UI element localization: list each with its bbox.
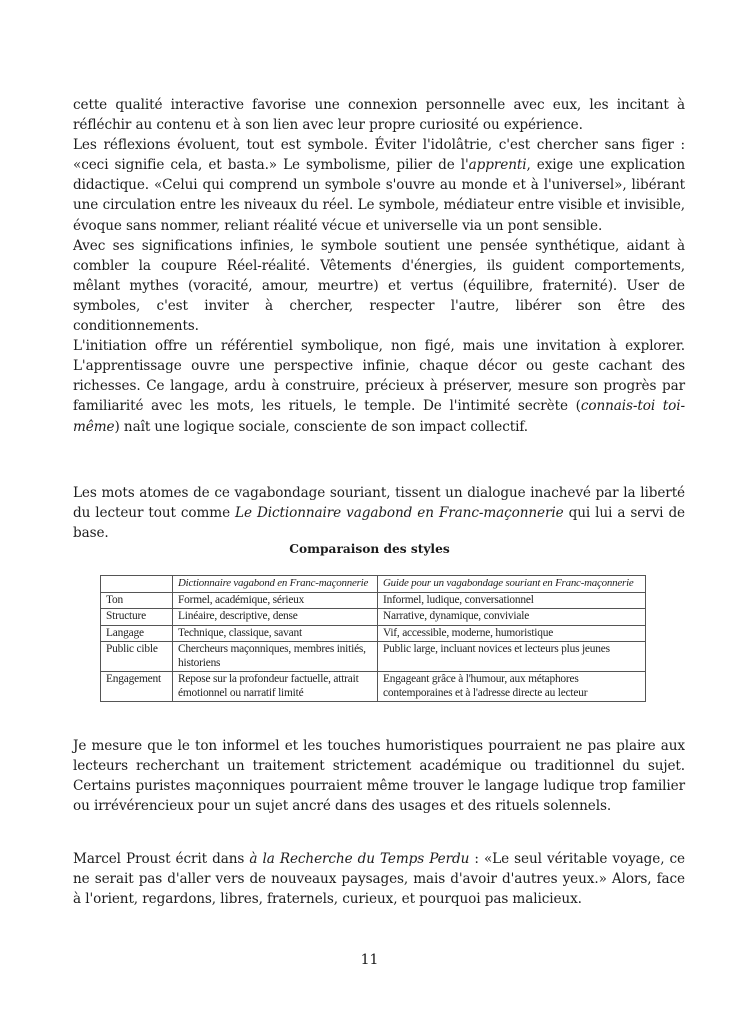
table-cell: Public cible [101,642,173,672]
table-cell: Formel, académique, sérieux [173,592,378,609]
paragraph-mots-start: Les mots atomes de ce vagabondage souriant, tissent un dialogue inachevé par la liberté du lecteur tout comme [73,485,685,522]
paragraph-2-end: , exige une explication didactique. «Celui qui comprend un symbole s'ouvre au monde et à l'universel», libérant une circulation entre les niveaux du réel. Le symbole, médiateur entre visible et invisible, évoque sans nommer, reliant réalité vécue et universelle via un pont sensible. [73,157,685,234]
paragraph-4 [73,336,685,436]
paragraph-proust-end: : «Le seul véritable voyage, ce ne serait pas d'aller vers de nouveaux paysages, mais d'avoir d'autres yeux.» Alors, face à l'orient, regardons, libres, fraternels, curieux, et pourquoi pas malicieux. [73,851,685,908]
table-cell: Narrative, dynamique, conviviale [378,609,646,626]
table-header-cell: Dictionnaire vagabond en Franc-maçonnerie [173,576,378,593]
page-number: 11 [360,952,379,968]
paragraph-4-start: L'initiation offre un référentiel symbolique, non figé, mais une invitation à explorer. L'apprentissage ouvre une perspective infinie, chaque décor ou geste cachant des richesses. Ce langage, ardu à construire, précieux à préserver, mesure son progrès par familiarité avec les mots, les rituels, le temple. De l'intimité secrète ( [73,338,685,415]
table-cell: Public large, incluant novices et lecteurs plus jeunes [378,642,646,672]
table-cell: Langage [101,625,173,642]
table-header-row [101,576,646,593]
table-cell: Ton [101,592,173,609]
table-cell: Vif, accessible, moderne, humoristique [378,625,646,642]
table-title: Comparaison des styles [289,542,450,556]
body-text-after-table [73,736,685,816]
table-cell: Chercheurs maçonniques, membres initiés, historiens [173,642,378,672]
paragraph-proust-italic: à la Recherche du Temps Perdu [249,851,470,867]
table-cell: Engagement [101,672,173,702]
paragraph-proust [73,849,685,909]
table-cell: Structure [101,609,173,626]
table-cell: Technique, classique, savant [173,625,378,642]
table-header-cell [101,576,173,593]
table-row [101,642,646,672]
paragraph-after-table: Je mesure que le ton informel et les touches humoristiques pourraient ne pas plaire aux lecteurs recherchant un traitement strictement académique ou traditionnel du sujet. Certains puristes maçonniques pourraient même trouver le langage ludique trop familier ou irrévérencieux pour un sujet ancré dans des usages et des rituels solennels. [73,738,685,815]
body-text-top [73,95,685,437]
paragraph-2 [73,135,685,235]
paragraph-3: Avec ses significations infinies, le symbole soutient une pensée synthétique, aidant à combler la coupure Réel-réalité. Vêtements d'énergies, ils guident comportements, mêlant mythes (voracité, amour, meurtre) et vertus (équilibre, fraternité). User de symboles, c'est inviter à chercher, respecter l'autre, libérer son être des conditionnements. [73,237,685,335]
table-row [101,592,646,609]
paragraph-2-italic: apprenti [468,157,527,174]
paragraph-mots-end: qui lui a servi de base. [73,505,685,542]
paragraph-proust-start: Marcel Proust écrit dans [73,851,250,867]
table-cell: Engageant grâce à l'humour, aux métaphores contemporaines et à l'adresse directe au lecteur [378,672,646,702]
paragraph-mots [73,483,685,543]
table-cell: Repose sur la profondeur factuelle, attrait émotionnel ou narratif limité [173,672,378,702]
table-header-cell: Guide pour un vagabondage souriant en Franc-maçonnerie [378,576,646,593]
body-text-mots [73,483,685,543]
paragraph-4-end: ) naît une logique sociale, consciente de son impact collectif. [114,418,529,435]
table-row [101,625,646,642]
paragraph-mots-italic: Le Dictionnaire vagabond en Franc-maçonnerie [235,505,564,522]
paragraph-2-start: Les réflexions évoluent, tout est symbole. Éviter l'idolâtrie, c'est chercher sans figer : «ceci signifie cela, et basta.» Le symbolisme, pilier de l' [73,137,685,174]
paragraph-4-italic: connais-toi toi-même [73,398,685,435]
body-text-proust [73,849,685,909]
table-cell: Linéaire, descriptive, dense [173,609,378,626]
table-row [101,609,646,626]
paragraph-1: cette qualité interactive favorise une connexion personnelle avec eux, les incitant à réfléchir au contenu et à son lien avec leur propre curiosité ou expérience. [73,97,685,134]
table-cell: Informel, ludique, conversationnel [378,592,646,609]
table-row [101,672,646,702]
comparison-table [100,575,646,702]
